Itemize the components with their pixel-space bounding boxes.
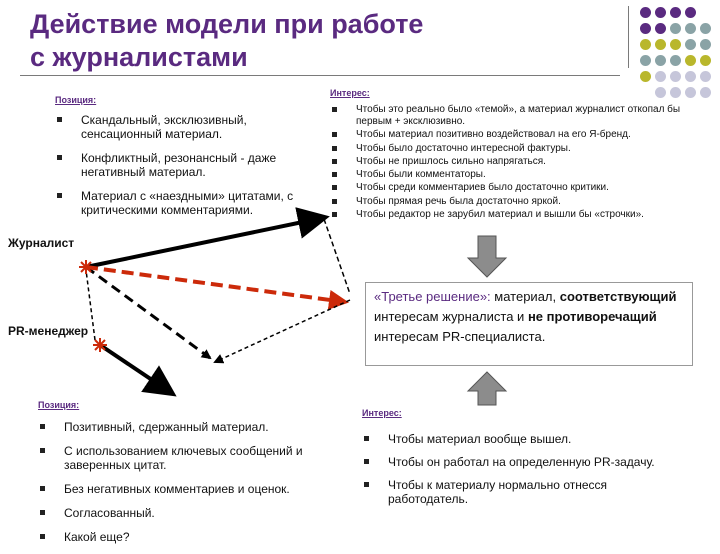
pr-position-caption: Позиция: [38,400,80,410]
title-line-2: с журналистами [30,42,248,72]
journalist-position-caption: Позиция: [55,95,97,105]
pr-manager-label: PR-менеджер [8,324,89,338]
third-solution-text-2: интересам журналиста и [374,309,528,324]
journalist-label: Журналист [8,236,75,250]
journalist-to-interest-arrow [86,218,322,267]
pr-to-position-arrow [100,345,170,392]
pr-node-marker [93,338,107,352]
pr-interest-item: Чтобы материал вообще вышел. [362,432,662,446]
pr-position-item: Какой еще? [38,530,338,544]
journalist-interest-item: Чтобы были комментаторы. [330,169,690,182]
journalist-interest-caption: Интерес: [330,88,370,98]
pr-position-item: Без негативных комментариев и оценок. [38,482,338,496]
journalist-interest-item: Чтобы это реально было «темой», а материал журналист откопал бы первым + эксклюзивно. [330,104,690,129]
third-solution-heading: «Третье решение»: [374,289,491,304]
down-arrow-to-solution [468,236,506,277]
journalist-node-marker [79,260,93,274]
third-solution-text-1: материал, [490,289,560,304]
solution-to-pr-dashed-arrow [215,300,350,362]
journalist-interest-item: Чтобы было достаточно интересной фактуры. [330,143,690,156]
journalist-interest-item: Чтобы материал позитивно воздействовал на его Я-бренд. [330,129,690,142]
pr-position-item: Позитивный, сдержанный материал. [38,420,338,434]
third-solution-text-3: интересам PR-специалиста. [374,329,546,344]
journalist-interest-item: Чтобы редактор не зарубил материал и вышли бы «строчки». [330,209,690,222]
journalist-interest-item: Чтобы не пришлось сильно напрягаться. [330,156,690,169]
up-arrow-to-solution [468,372,506,405]
pr-position-item: Согласованный. [38,506,338,520]
journalist-position-item: Скандальный, эксклюзивный, сенсационный материал. [55,113,330,141]
pr-interest-item: Чтобы он работал на определенную PR-задачу. [362,455,662,469]
journalist-interest-item: Чтобы прямая речь была достаточно яркой. [330,196,690,209]
pr-position-block [38,398,338,554]
journalist-position-item: Материал с «наездными» цитатами, с критическими комментариями. [55,189,330,217]
pr-position-item: С использованием ключевых сообщений и заверенных цитат. [38,444,338,472]
journalist-position-item: Конфликтный, резонансный - даже негативный материал. [55,151,330,179]
third-solution-bold-1: соответствующий [559,289,677,304]
journalist-interest-item: Чтобы среди комментариев было достаточно критики. [330,182,690,195]
pr-interest-item: Чтобы к материалу нормально отнесся работодатель. [362,478,662,506]
third-solution-bold-2: не противоречащий [527,309,657,324]
third-solution-box [365,282,693,366]
pr-interest-caption: Интерес: [362,408,402,418]
pr-interest-block [362,406,662,515]
title-line-1: Действие модели при работе [30,9,424,39]
interest-to-solution-dashed-line [324,219,350,294]
